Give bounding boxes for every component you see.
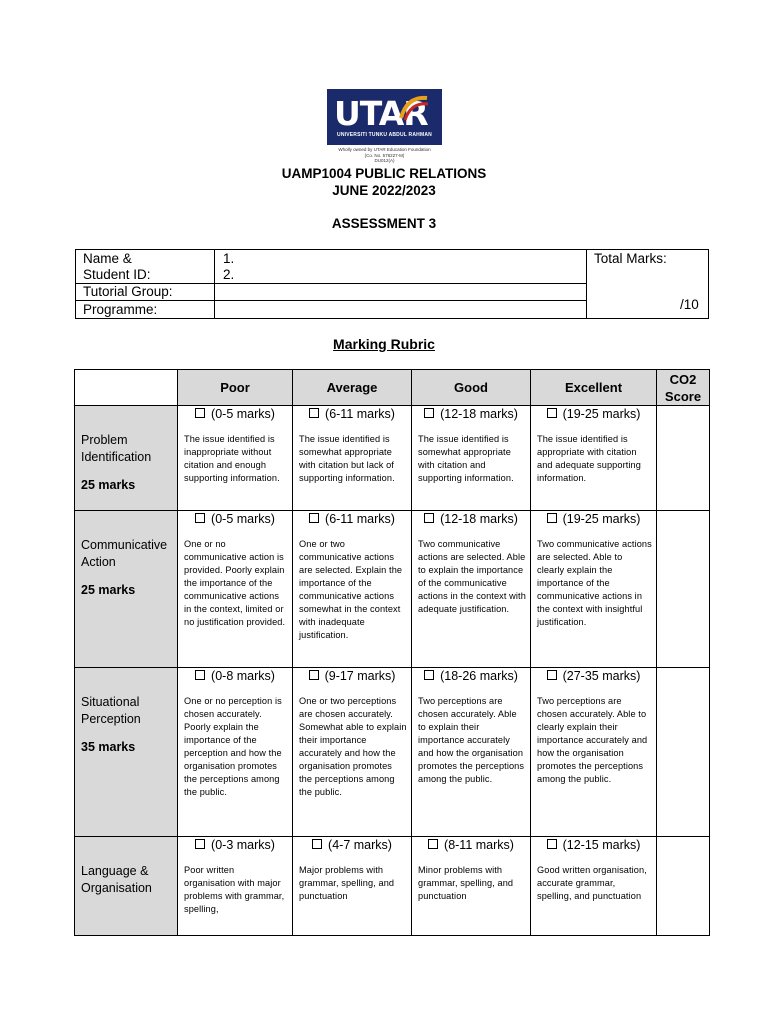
total-marks-value: /10 <box>680 297 699 312</box>
level-description: Good written organisation, accurate grammar, spelling, and punctuation <box>537 865 647 901</box>
level-average-cell[interactable] <box>293 668 412 837</box>
name-label: Name & Student ID: <box>83 251 151 282</box>
course-title: UAMP1004 PUBLIC RELATIONS <box>281 166 487 181</box>
criterion-name: Situational Perception <box>81 695 141 726</box>
logo-letters: UTAR <box>334 94 428 133</box>
criterion-name: Problem Identification <box>81 433 152 464</box>
level-good-cell[interactable] <box>412 406 531 511</box>
checkbox-icon[interactable] <box>424 670 434 680</box>
level-good-cell[interactable] <box>412 511 531 668</box>
marks-checkbox[interactable]: (27-35 marks) <box>531 669 656 683</box>
marks-checkbox[interactable]: (18-26 marks) <box>412 669 530 683</box>
level-description: The issue identified is somewhat appropriate with citation but lack of supporting information. <box>299 434 395 483</box>
criterion-name: Language & Organisation <box>81 864 152 895</box>
co2-score-cell[interactable] <box>657 837 710 936</box>
header-co2-score: CO2 Score <box>657 370 710 406</box>
marks-checkbox[interactable]: (0-5 marks) <box>178 512 292 526</box>
header-poor: Poor <box>178 370 293 406</box>
criterion-name: Communicative Action <box>81 538 168 569</box>
level-description: The issue identified is appropriate with citation and adequate supporting information. <box>537 434 641 483</box>
name-entries[interactable] <box>223 251 234 283</box>
session-title: JUNE 2022/2023 <box>332 183 436 198</box>
checkbox-icon[interactable] <box>309 670 319 680</box>
header-good: Good <box>412 370 531 406</box>
level-good-cell[interactable] <box>412 837 531 936</box>
logo-company-no: (Co. No. 578227-M) <box>364 152 405 158</box>
checkbox-icon[interactable] <box>309 513 319 523</box>
marks-checkbox[interactable]: (0-8 marks) <box>178 669 292 683</box>
marks-checkbox[interactable]: (6-11 marks) <box>293 512 411 526</box>
marks-checkbox[interactable]: (19-25 marks) <box>531 512 656 526</box>
level-description: Two communicative actions are selected. Able to explain the importance of the communicative actions in the context with adequate justification. <box>418 539 526 614</box>
level-description: Two perceptions are chosen accurately. Able to clearly explain their importance accurately and how the organisation promotes the perceptions among the public. <box>537 696 648 784</box>
entry-1[interactable]: 1. <box>223 251 235 266</box>
marks-checkbox[interactable]: (0-5 marks) <box>178 407 292 421</box>
criterion-problem-identification <box>75 406 178 511</box>
level-excellent-cell[interactable] <box>531 668 657 837</box>
level-good-cell[interactable] <box>412 668 531 837</box>
checkbox-icon[interactable] <box>428 839 438 849</box>
rubric-table <box>74 369 710 936</box>
level-description: One or no perception is chosen accurately. Poorly explain the importance of the perception and how the organisation promotes the perceptions among the public. <box>184 696 282 797</box>
logo-caption <box>327 147 442 164</box>
student-info-table <box>75 249 709 319</box>
level-average-cell[interactable] <box>293 511 412 668</box>
level-description: Minor problems with grammar, spelling, and punctuation <box>418 865 514 901</box>
assessment-title: ASSESSMENT 3 <box>331 216 437 231</box>
logo-university-name: UNIVERSITI TUNKU ABDUL RAHMAN <box>337 132 432 138</box>
level-average-cell[interactable] <box>293 837 412 936</box>
co2-score-cell[interactable] <box>657 406 710 511</box>
checkbox-icon[interactable] <box>195 513 205 523</box>
criterion-communicative-action <box>75 511 178 668</box>
checkbox-icon[interactable] <box>312 839 322 849</box>
level-poor-cell[interactable] <box>178 406 293 511</box>
marks-checkbox[interactable]: (19-25 marks) <box>531 407 656 421</box>
tutorial-group-label: Tutorial Group: <box>83 284 173 299</box>
criterion-situational-perception <box>75 668 178 837</box>
header-empty-cell <box>75 370 178 406</box>
logo-owned-by: Wholly owned by UTAR Education Foundation <box>338 147 431 152</box>
level-description: Two communicative actions are selected. Able to clearly explain the importance of the communicative actions in the context with insightful justification. <box>537 539 652 627</box>
level-excellent-cell[interactable] <box>531 511 657 668</box>
checkbox-icon[interactable] <box>195 839 205 849</box>
programme-label: Programme: <box>83 302 158 317</box>
criterion-marks: 25 marks <box>81 478 136 492</box>
level-description: One or two communicative actions are selected. Explain the importance of the communicative actions somewhat in the context with inadequate justification. <box>299 539 403 640</box>
level-description: The issue identified is somewhat appropriate with citation and supporting information. <box>418 434 514 483</box>
level-description: One or two perceptions are chosen accurately. Somewhat able to explain their importance accurately and how the organisation promotes the perceptions among the public. <box>299 696 407 797</box>
criterion-marks: 25 marks <box>81 583 136 597</box>
level-excellent-cell[interactable] <box>531 837 657 936</box>
checkbox-icon[interactable] <box>547 839 557 849</box>
marks-checkbox[interactable]: (4-7 marks) <box>293 838 411 852</box>
level-poor-cell[interactable] <box>178 837 293 936</box>
level-poor-cell[interactable] <box>178 511 293 668</box>
marks-checkbox[interactable]: (12-18 marks) <box>412 407 530 421</box>
checkbox-icon[interactable] <box>547 408 557 418</box>
logo-code: DU012(A) <box>374 158 395 163</box>
level-description: Two perceptions are chosen accurately. Able to explain their importance accurately and how the organisation promotes the perceptions among the public. <box>418 696 525 784</box>
checkbox-icon[interactable] <box>309 408 319 418</box>
co2-score-cell[interactable] <box>657 511 710 668</box>
level-description: Major problems with grammar, spelling, and punctuation <box>299 865 395 901</box>
utar-logo <box>327 89 442 145</box>
level-excellent-cell[interactable] <box>531 406 657 511</box>
total-marks-label: Total Marks: <box>594 251 667 266</box>
checkbox-icon[interactable] <box>195 670 205 680</box>
level-description: The issue identified is inappropriate without citation and enough supporting information. <box>184 434 280 483</box>
co2-score-cell[interactable] <box>657 668 710 837</box>
level-poor-cell[interactable] <box>178 668 293 837</box>
checkbox-icon[interactable] <box>424 408 434 418</box>
criterion-marks: 35 marks <box>81 740 136 754</box>
checkbox-icon[interactable] <box>424 513 434 523</box>
criterion-language-organisation <box>75 837 178 936</box>
header-average: Average <box>293 370 412 406</box>
rubric-title: Marking Rubric <box>333 336 435 352</box>
marks-checkbox[interactable]: (0-3 marks) <box>178 838 292 852</box>
marks-checkbox[interactable]: (8-11 marks) <box>412 838 530 852</box>
marks-checkbox[interactable]: (12-18 marks) <box>412 512 530 526</box>
logo-swoosh-icon <box>397 92 431 126</box>
header-excellent: Excellent <box>531 370 657 406</box>
level-description: Poor written organisation with major problems with grammar, spelling, <box>184 865 285 914</box>
checkbox-icon[interactable] <box>547 670 557 680</box>
checkbox-icon[interactable] <box>195 408 205 418</box>
marks-checkbox[interactable]: (9-17 marks) <box>293 669 411 683</box>
entry-2[interactable]: 2. <box>223 267 235 282</box>
level-average-cell[interactable] <box>293 406 412 511</box>
marks-checkbox[interactable]: (6-11 marks) <box>293 407 411 421</box>
marks-checkbox[interactable]: (12-15 marks) <box>531 838 656 852</box>
checkbox-icon[interactable] <box>547 513 557 523</box>
level-description: One or no communicative action is provided. Poorly explain the importance of the communicative actions in the context, limited or no justification provided. <box>184 539 286 627</box>
